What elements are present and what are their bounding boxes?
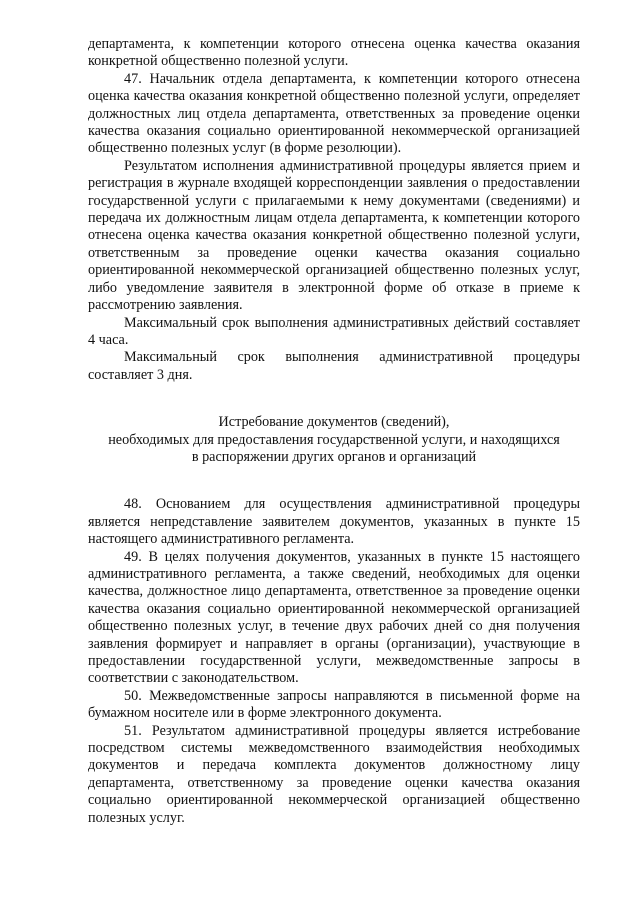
paragraph-51: 51. Результатом административной процедуры является истребование посредством системы межведомственного взаимодействия необходимых документов и передача комплекта документов должностному лицу департамента, ответственному за проведение оценки качества оказания социально ориентированной некоммерческой организацией общественно полезных услуг. [88, 722, 580, 826]
paragraph-max-procedure: Максимальный срок выполнения административной процедуры составляет 3 дня. [88, 349, 580, 383]
paragraph-continuation: департамента, к компетенции которого отнесена оценка качества оказания конкретной общественно полезной услуги. [88, 36, 580, 70]
section-heading-line-2: необходимых для предоставления государственной услуги, и находящихся [108, 431, 560, 448]
paragraph-max-actions: Максимальный срок выполнения административных действий составляет 4 часа. [88, 314, 580, 348]
paragraph-50: 50. Межведомственные запросы направляются в письменной форме на бумажном носителе или в форме электронного документа. [88, 687, 580, 722]
section-heading-line-3: в распоряжении других органов и организаций [191, 448, 477, 465]
paragraph-49: 49. В целях получения документов, указанных в пункте 15 настоящего административного регламента, а также сведений, необходимых для оценки качества, должностное лицо департамента, ответственное за проведение оценки качества оказания социально ориентированной некоммерческой организацией общественно полезных услуг, в течение двух рабочих дней со дня получения заявления формирует и направляет в органы (организации), участвующие в предоставлении государственной услуги, межведомственные запросы в соответствии с законодательством. [88, 548, 580, 687]
paragraph-48: 48. Основанием для осуществления административной процедуры является непредставление заявителем документов, указанных в пункте 15 настоящего административного регламента. [88, 496, 580, 548]
section-heading [88, 414, 580, 466]
paragraph-result: Результатом исполнения административной процедуры является прием и регистрация в журнале входящей корреспонденции заявления о предоставлении государственной услуги с прилагаемыми к нему документами (сведениями) и передача их должностным лицам отдела департамента, к компетенции которого отнесена оценка качества оказания конкретной общественно полезной услуги, ответственным за проведение оценки качества оказания социально ориентированной некоммерческой организацией общественно полезных услуг, либо уведомление заявителя в электронной форме об отказе в приеме к рассмотрению заявления. [88, 157, 580, 314]
paragraph-47: 47. Начальник отдела департамента, к компетенции которого отнесена оценка качества оказания конкретной общественно полезной услуги, определяет должностных лиц отдела департамента, ответственных за проведение оценки качества оказания социально ориентированной некоммерческой организацией общественно полезных услуг (в форме резолюции). [88, 70, 580, 157]
section-heading-line-1: Истребование документов (сведений), [218, 414, 450, 431]
